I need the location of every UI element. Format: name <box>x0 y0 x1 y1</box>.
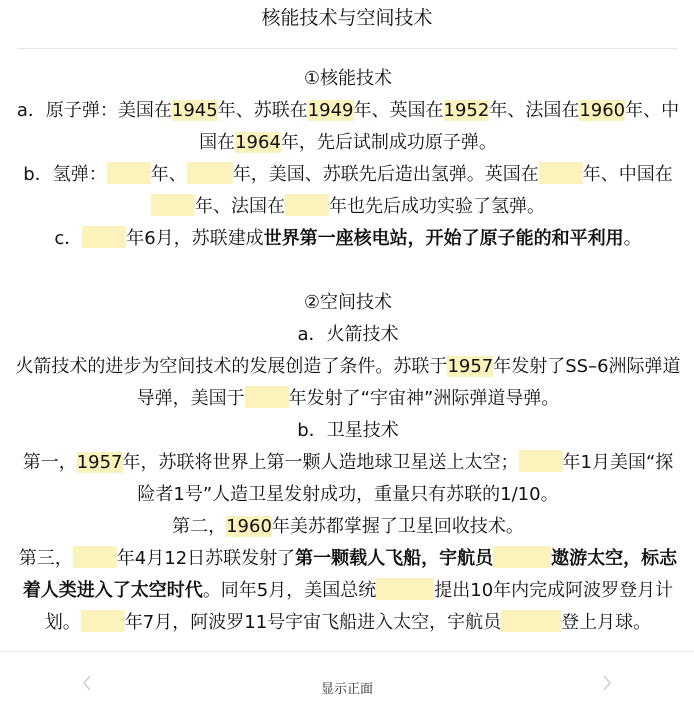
paragraph-satellite-3: 第三， 年4月12日苏联发射了第一颗载人飞船，宇航员 遨游太空，标志着人类进入了太空时代。同年5月，美国总统 提出10年内完成阿波罗登月计划。 年7月，阿波罗11号宇宙飞船进入太空，宇航员 登上月球。 <box>18 548 678 633</box>
show-front-button[interactable]: 显示正面 <box>320 682 373 697</box>
answer-highlight: 1945 <box>171 100 218 121</box>
hidden-answer-blank[interactable] <box>151 194 195 216</box>
hidden-answer-blank[interactable] <box>376 578 434 600</box>
chevron-right-icon <box>602 675 612 691</box>
hidden-answer-blank[interactable] <box>73 546 117 568</box>
answer-highlight: 1957 <box>447 356 494 377</box>
hidden-answer-blank[interactable] <box>501 610 561 632</box>
answer-highlight: 1952 <box>443 100 490 121</box>
subheading-rocket: a．火箭技术 <box>297 324 399 345</box>
item-hydrogen-bomb: b．氢弹： 年、 年，美国、苏联先后造出氢弹。英国在 年、中国在年、法国在 年也先后成功实验了氢弹。 <box>23 164 673 217</box>
answer-highlight: 1964 <box>235 132 281 153</box>
paragraph-satellite-1: 第一，1957年，苏联将世界上第一颗人造地球卫星送上太空； 年1月美国“探险者1号”人造卫星发射成功，重量只有苏联的1/10。 <box>22 452 674 505</box>
bottom-bar <box>0 651 694 717</box>
hidden-answer-blank[interactable] <box>493 546 551 568</box>
hidden-answer-blank[interactable] <box>285 194 329 216</box>
section-heading-space: ②空间技术 <box>303 292 393 313</box>
answer-highlight: 1960 <box>579 100 626 121</box>
next-card-button[interactable] <box>592 668 622 698</box>
subheading-satellite: b．卫星技术 <box>297 420 399 441</box>
paragraph-rocket: 火箭技术的进步为空间技术的发展创造了条件。苏联于1957年发射了SS–6洲际弹道导弹，美国于 年发射了“宇宙神”洲际弹道导弹。 <box>15 356 681 409</box>
hidden-answer-blank[interactable] <box>245 386 289 408</box>
hidden-answer-blank[interactable] <box>539 162 583 184</box>
answer-highlight: 1957 <box>76 452 123 473</box>
hidden-answer-blank[interactable] <box>81 610 125 632</box>
hidden-answer-blank[interactable] <box>519 450 563 472</box>
answer-highlight: 1960 <box>226 516 272 537</box>
paragraph-satellite-2: 第二，1960年美苏都掌握了卫星回收技术。 <box>172 516 524 537</box>
divider <box>17 48 678 49</box>
hidden-answer-blank[interactable] <box>187 162 233 184</box>
hidden-answer-blank[interactable] <box>82 226 126 248</box>
section-heading-nuclear: ①核能技术 <box>303 68 393 89</box>
item-nuclear-power: c． 年6月，苏联建成世界第一座核电站，开始了原子能的和平利用。 <box>54 228 642 249</box>
item-atomic-bomb: a．原子弹：美国在1945年、苏联在1949年、英国在1952年、法国在1960年、中国在1964年，先后试制成功原子弹。 <box>16 100 680 153</box>
hidden-answer-blank[interactable] <box>107 162 151 184</box>
card-content[interactable] <box>14 63 682 651</box>
page-title: 核能技术与空间技术 <box>261 7 433 29</box>
answer-highlight: 1949 <box>307 100 354 121</box>
